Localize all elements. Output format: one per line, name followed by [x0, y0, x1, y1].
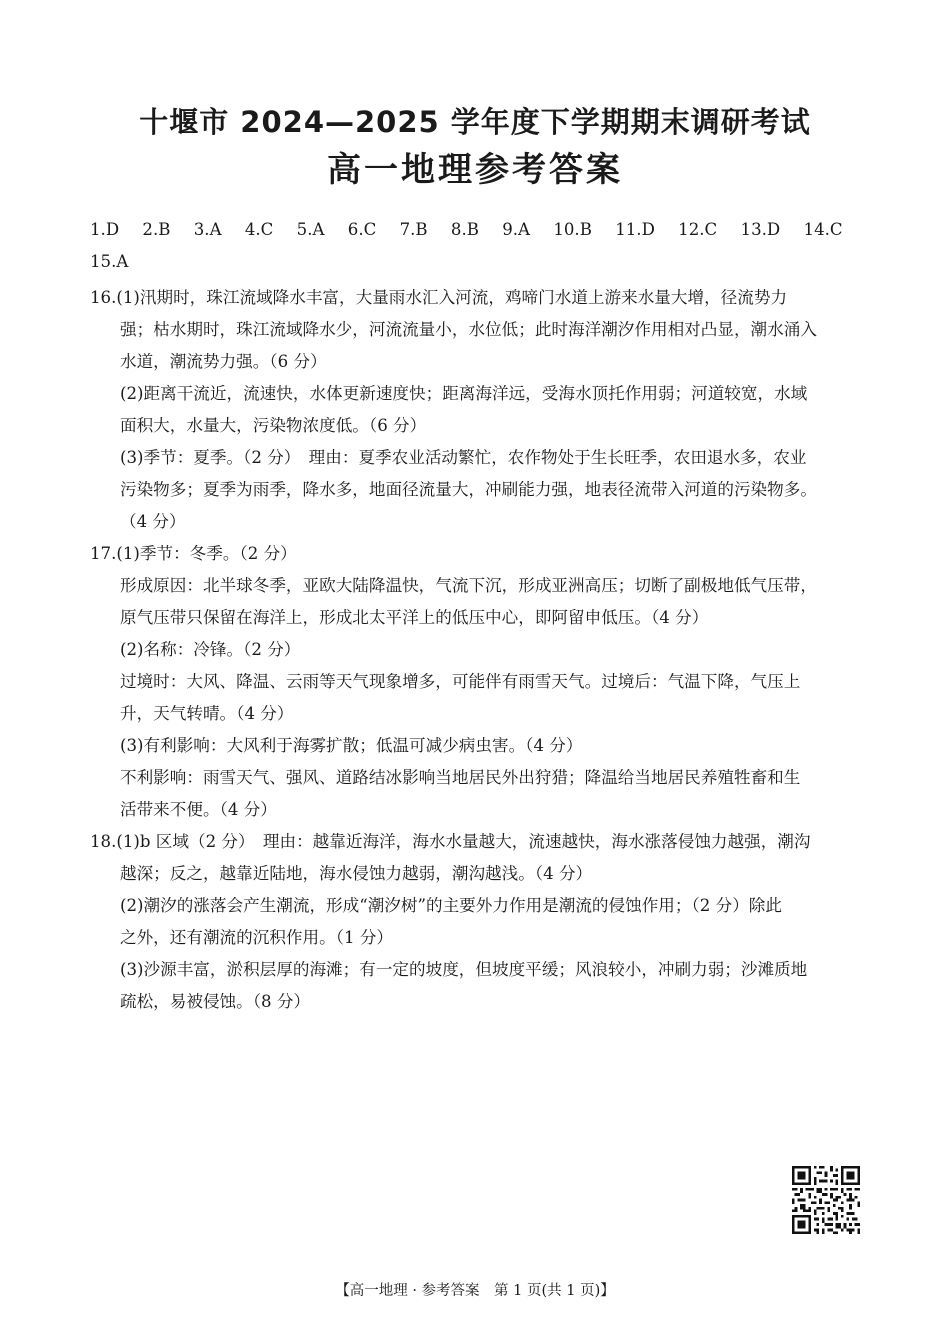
choice-answer: 9.A — [502, 220, 531, 239]
answer-line: (2)潮汐的涨落会产生潮流，形成“潮汐树”的主要外力作用是潮流的侵蚀作用；（2 分）除此 — [120, 896, 782, 915]
document-title: 十堰市 2024—2025 学年度下学期期末调研考试 — [139, 105, 811, 139]
choice-answer: 14.C — [803, 220, 843, 239]
answer-line: (2)名称：冷锋。（2 分） — [120, 640, 301, 659]
answer-line: 水道，潮流势力强。（6 分） — [120, 352, 327, 371]
qr-code-icon — [792, 1166, 860, 1234]
answer-line: （4 分） — [120, 512, 186, 531]
answer-line: 越深；反之，越靠近陆地，海水侵蚀力越弱，潮沟越浅。（4 分） — [120, 864, 593, 883]
answer-line: 不利影响：雨雪天气、强风、道路结冰影响当地居民外出狩猎；降温给当地居民养殖牲畜和生 — [120, 768, 801, 787]
page-footer: 【高一地理 · 参考答案 第 1 页(共 1 页)】 — [335, 1283, 615, 1299]
answer-line: 过境时：大风、降温、云雨等天气现象增多，可能伴有雨雪天气。过境后：气温下降，气压上 — [120, 672, 801, 691]
choice-answer: 4.C — [244, 220, 274, 239]
choice-answer: 6.C — [347, 220, 377, 239]
answer-line: 形成原因：北半球冬季，亚欧大陆降温快，气流下沉，形成亚洲高压；切断了副极地低气压带， — [120, 576, 817, 595]
choice-answer: 11.D — [615, 220, 655, 239]
choice-answers-row — [90, 220, 843, 239]
answer-line: 之外，还有潮流的沉积作用。（1 分） — [120, 928, 394, 947]
choice-answer: 2.B — [142, 220, 171, 239]
choice-answer: 8.B — [450, 220, 479, 239]
answer-line: 强；枯水期时，珠江流域降水少，河流流量小，水位低；此时海洋潮汐作用相对凸显，潮水涌入 — [120, 320, 817, 339]
choice-answer: 5.A — [296, 220, 325, 239]
answer-line: (3)有利影响：大风利于海雾扩散；低温可减少病虫害。（4 分） — [120, 736, 583, 755]
answer-line: 活带来不便。（4 分） — [120, 800, 277, 819]
choice-answer: 1.D — [90, 220, 120, 239]
answer-line: 升，天气转晴。（4 分） — [120, 704, 294, 723]
answer-line: 18.(1)b 区域（2 分） 理由：越靠近海洋，海水水量越大，流速越快，海水涨落侵蚀力越强，潮沟 — [90, 832, 811, 851]
answer-line: 疏松，易被侵蚀。（8 分） — [120, 992, 311, 1011]
document-subtitle: 高一地理参考答案 — [327, 150, 623, 190]
answer-line: (2)距离干流近，流速快，水体更新速度快；距离海洋远，受海水顶托作用弱；河道较宽，水域 — [120, 384, 808, 403]
choice-answer: 3.A — [193, 220, 222, 239]
answer-line: 原气压带只保留在海洋上，形成北太平洋上的低压中心，即阿留申低压。（4 分） — [120, 608, 709, 627]
choice-answer: 7.B — [399, 220, 428, 239]
answer-line: (3)沙源丰富，淤积层厚的海滩；有一定的坡度，但坡度平缓；风浪较小，冲刷力弱；沙滩质地 — [120, 960, 808, 979]
answer-line: 16.(1)汛期时，珠江流域降水丰富，大量雨水汇入河流，鸡啼门水道上游来水量大增，径流势力 — [90, 288, 788, 307]
choice-answer: 15.A — [90, 252, 129, 271]
answer-line: 面积大，水量大，污染物浓度低。（6 分） — [120, 416, 427, 435]
choice-answer: 12.C — [678, 220, 718, 239]
choice-answer: 13.D — [740, 220, 781, 239]
answer-line: (3)季节：夏季。（2 分） 理由：夏季农业活动繁忙，农作物处于生长旺季，农田退水多，农业 — [120, 448, 807, 467]
answer-line: 污染物多；夏季为雨季，降水多，地面径流量大，冲刷能力强，地表径流带入河道的污染物多。 — [120, 480, 817, 499]
answer-line: 17.(1)季节：冬季。（2 分） — [90, 544, 297, 563]
choice-answer: 10.B — [553, 220, 592, 239]
